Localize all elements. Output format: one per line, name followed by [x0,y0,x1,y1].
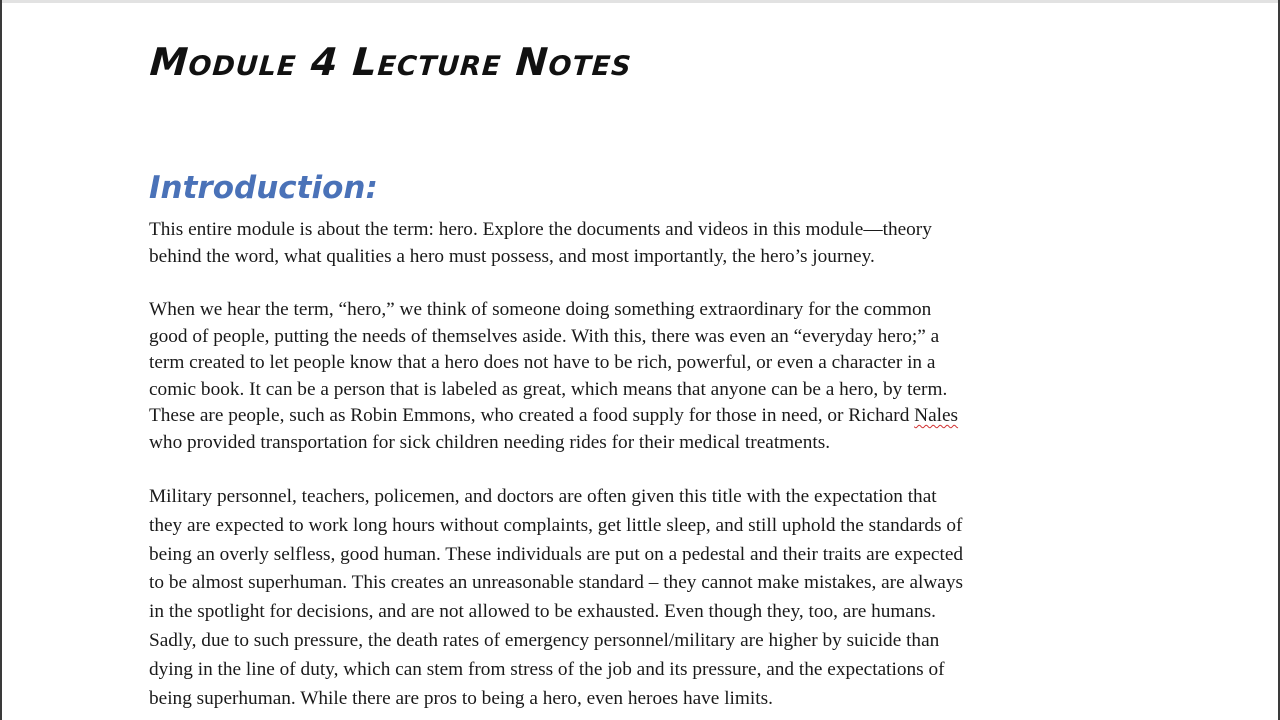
paragraph-3-line: in the spotlight for decisions, and are not allowed to be exhausted. Even though they, too, are humans. [149,601,936,623]
paragraph-3-line: dying in the line of duty, which can stem from stress of the job and its pressure, and the expectations of [149,658,945,680]
paragraph-2-line-text: These are people, such as Robin Emmons, who created a food supply for those in need, or Richard [149,405,915,426]
paragraph-2-line: good of people, putting the needs of themselves aside. With this, there was even an “everyday hero;” a [149,325,940,347]
paragraph-2-line: who provided transportation for sick children needing rides for their medical treatments. [149,431,831,453]
paragraph-2-line [149,403,1149,430]
paragraph-3-line: being superhuman. While there are pros to being a hero, even heroes have limits. [149,687,773,709]
paragraph-3-line: they are expected to work long hours without complaints, get little sleep, and still uphold the standards of [149,514,963,536]
paragraph-3-line: Sadly, due to such pressure, the death rates of emergency personnel/military are higher by suicide than [149,629,940,651]
paragraph-2-line: comic book. It can be a person that is labeled as great, which means that anyone can be a hero, by term. [149,378,948,400]
page-title: Module 4 Lecture Notes [148,40,634,84]
paragraph-2-line: When we hear the term, “hero,” we think of someone doing something extraordinary for the common [149,299,932,320]
window-left-edge [0,0,2,720]
paragraph-3-line: being an overly selfless, good human. These individuals are put on a pedestal and their traits are expected [149,543,964,565]
paragraph-2-line: term created to let people know that a hero does not have to be rich, powerful, or even a character in a [149,352,936,373]
paragraph-3 [149,483,1149,713]
paragraph-1 [149,217,1149,270]
paragraph-3-line: to be almost superhuman. This creates an unreasonable standard – they cannot make mistakes, are always [149,572,964,594]
spellcheck-flagged-word[interactable]: Nales [914,405,959,426]
paragraph-2 [149,297,1149,456]
paragraph-1-line: behind the word, what qualities a hero must possess, and most importantly, the hero’s journey. [149,245,875,267]
paragraph-1-line: This entire module is about the term: hero. Explore the documents and videos in this module—theory [149,219,932,240]
paragraph-3-line: Military personnel, teachers, policemen, and doctors are often given this title with the expectation that [149,486,937,507]
window-top-edge [0,0,1280,3]
section-heading-introduction: Introduction: [149,170,378,206]
